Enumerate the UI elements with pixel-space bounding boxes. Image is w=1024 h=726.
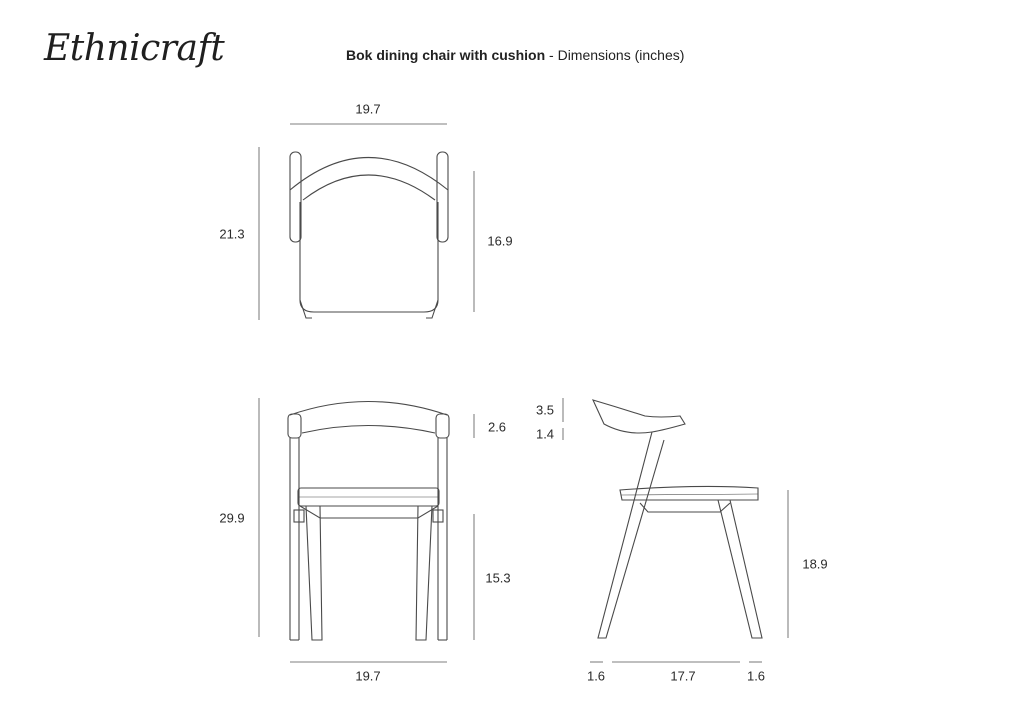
label-front-backrest: 2.6 (487, 419, 507, 435)
chair-top-view (290, 152, 448, 318)
brand-logo: Ethnicraft (44, 28, 225, 69)
label-front-width: 19.7 (355, 668, 381, 684)
label-side-back-gap: 1.4 (535, 426, 555, 442)
chair-side-view (593, 400, 762, 638)
label-side-leg-front: 1.6 (586, 668, 606, 684)
label-top-depth: 21.3 (219, 226, 245, 242)
label-side-leg-span: 17.7 (670, 668, 696, 684)
label-front-seat-height: 15.3 (485, 570, 511, 586)
chair-front-view (288, 402, 449, 641)
label-top-seat-depth: 16.9 (487, 233, 513, 249)
label-top-width: 19.7 (355, 101, 381, 117)
product-name: Bok dining chair with cushion (346, 47, 546, 63)
label-side-seat-height: 18.9 (802, 556, 828, 572)
title-subtitle: Dimensions (inches) (557, 47, 685, 63)
label-side-back-top: 3.5 (535, 402, 555, 418)
label-front-height: 29.9 (219, 510, 245, 526)
title-separator: - (545, 47, 558, 63)
label-side-leg-back: 1.6 (746, 668, 766, 684)
